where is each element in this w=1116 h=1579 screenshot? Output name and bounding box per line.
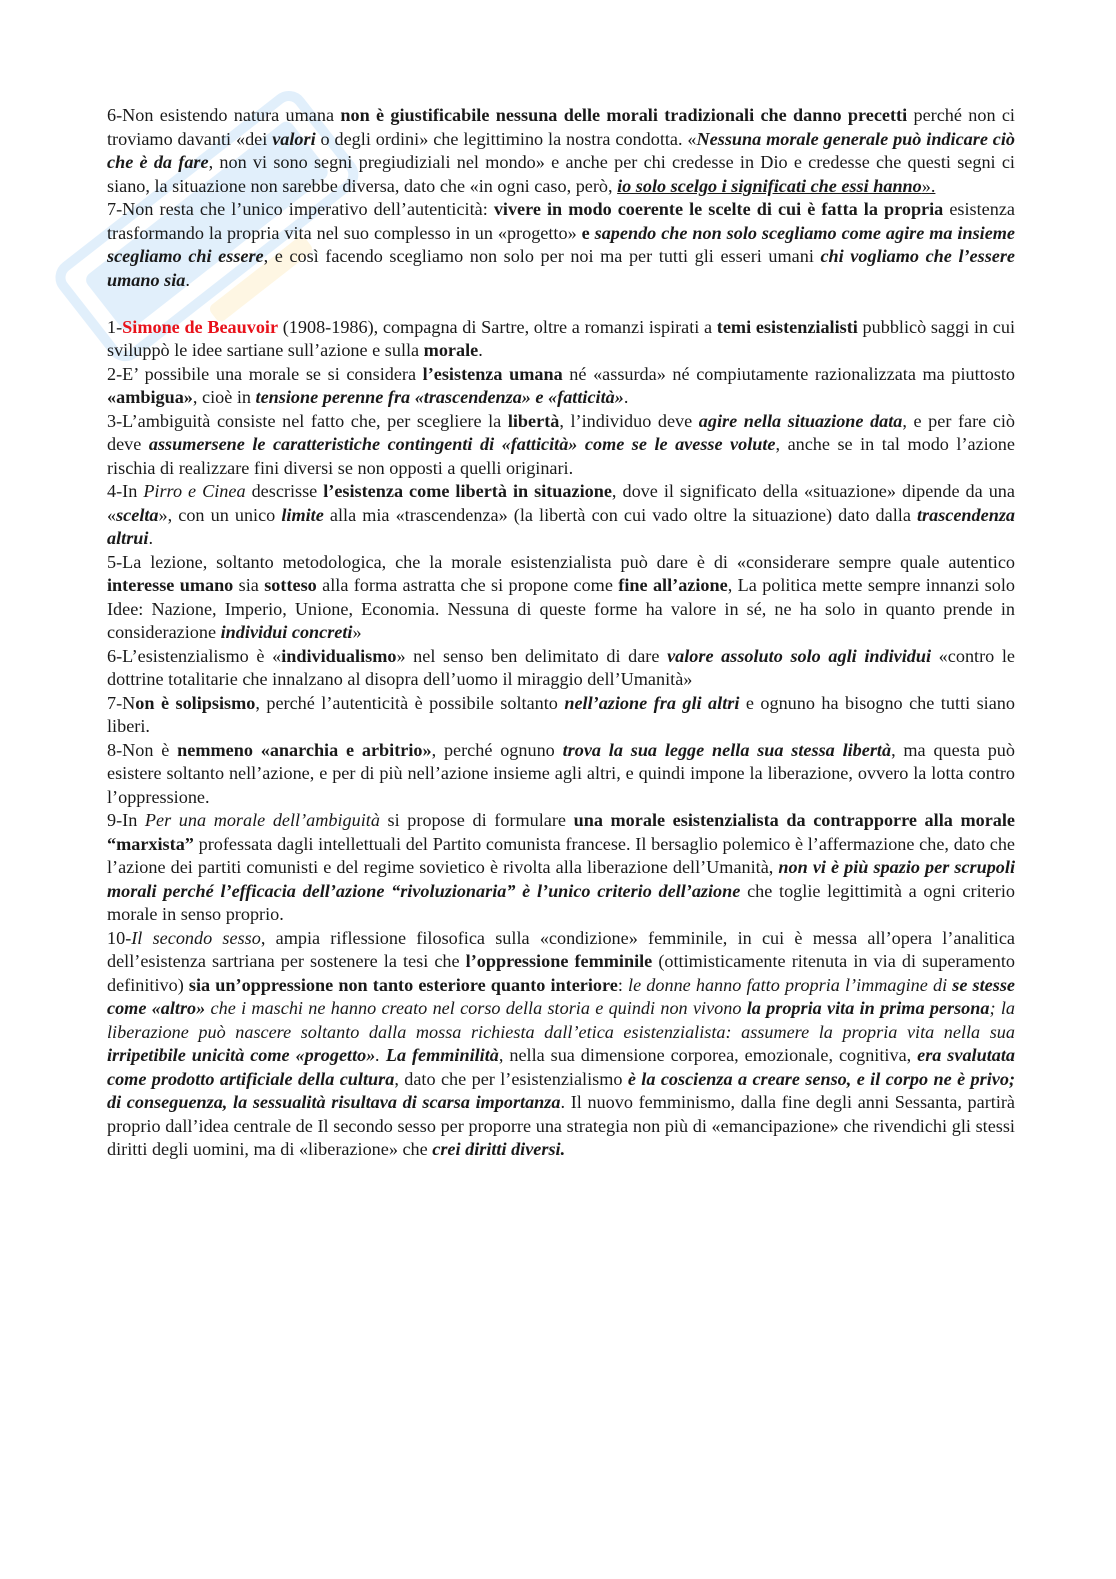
text-run: , perché l’autenticità è possibile soltanto bbox=[255, 692, 565, 713]
text-run: non vi è più spazio per scrupoli morali perché l’efficacia dell’azione “rivoluzionaria” è l’unico criterio dell’azione bbox=[107, 857, 1016, 901]
text-run: . Il nuovo femminismo, dalla fine degli anni Sessanta, partirà proprio dall’idea centrale de Il secondo sesso per proporre una strategia non più di «emancipazione» che rivendichi gli stessi diritti degli uomini, ma di «liberazione» che bbox=[107, 1092, 1015, 1159]
text-run: io solo scelgo i significati che essi hanno bbox=[617, 175, 922, 196]
text-run: agire nella situazione data bbox=[698, 410, 903, 431]
paragraph bbox=[107, 198, 1015, 292]
text-run: vivere in modo coerente le scelte di cui è fatta la propria bbox=[493, 199, 944, 219]
text-run: 7-N bbox=[107, 692, 136, 713]
text-run: «contro le dottrine totalitarie che innalzano al disopra dell’uomo il miraggio dell’Umanità» bbox=[107, 645, 1015, 689]
text-run: , dove il significato della «situazione» dipende da una « bbox=[107, 481, 1015, 525]
text-run: , dato che per l’esistenzialismo bbox=[394, 1068, 628, 1089]
text-run: alla forma astratta che si propone come bbox=[316, 575, 619, 595]
text-run: . bbox=[185, 269, 190, 290]
paragraph bbox=[107, 551, 1015, 645]
text-run: , La politica mette sempre innanzi solo Idee: Nazione, Imperio, Unione, Economia. Nessuna di queste forme ha valore in sé, ne ha solo in quanto prende in considerazione bbox=[107, 575, 1015, 642]
text-run: che toglie legittimità a ogni criterio morale in senso proprio. bbox=[107, 880, 1015, 924]
text-run: ». bbox=[921, 175, 936, 196]
text-run: Nessuna morale generale può indicare ciò che è da fare bbox=[107, 128, 1015, 172]
text-run: on è solipsismo bbox=[135, 692, 256, 713]
text-run: libertà bbox=[507, 410, 560, 431]
text-run: è la coscienza a creare senso, e il corpo ne è privo; di conseguenza, la sessualità risultava di scarsa importanza bbox=[107, 1068, 1016, 1112]
text-run: , l’individuo deve bbox=[559, 410, 699, 431]
text-run: sotteso bbox=[264, 575, 317, 595]
text-run: l’esistenza umana bbox=[422, 363, 563, 384]
text-run: 5-La lezione, soltanto metodologica, che la morale esistenzialista può dare è di «considerare sempre quale autentico bbox=[107, 551, 1015, 572]
text-run: esistenza trasformando la propria vita nel suo complesso in un «progetto» bbox=[107, 199, 1015, 243]
text-run: Per una morale dell’ambiguità bbox=[144, 810, 380, 830]
paragraph bbox=[107, 739, 1015, 810]
text-run: tensione perenne fra «trascendenza» e «fatticità» bbox=[255, 387, 624, 407]
text-run: se stesse come «altro» bbox=[107, 974, 1015, 1018]
text-run: non è giustificabile nessuna delle morali tradizionali che danno precetti bbox=[340, 105, 908, 125]
text-run: valori bbox=[272, 128, 316, 149]
text-run: «ambigua» bbox=[107, 387, 193, 407]
text-run: trova la sua legge nella sua stessa libertà bbox=[562, 739, 892, 760]
text-run: (1908-1986), compagna di Sartre, oltre a romanzi ispirati a bbox=[278, 316, 717, 337]
text-run: valore assoluto solo agli individui bbox=[667, 645, 932, 666]
text-run: Il secondo sesso bbox=[131, 927, 261, 948]
paragraph bbox=[107, 104, 1015, 198]
text-run: nell’azione fra gli altri bbox=[564, 692, 740, 713]
text-run: trascendenza altrui bbox=[107, 504, 1015, 548]
text-run: alla mia «trascendenza» (la libertà con cui vado oltre la situazione) dato dalla bbox=[323, 504, 917, 525]
text-run: sia bbox=[233, 575, 265, 595]
text-run: , e per fare ciò deve bbox=[107, 410, 1015, 454]
text-run: e ognuno ha bisogno che tutti siano liberi. bbox=[107, 692, 1015, 736]
text-run: assumersene le caratteristiche contingenti di «fatticità» come se le avesse volute bbox=[148, 434, 776, 454]
text-run: e bbox=[581, 222, 595, 243]
author-name: Simone de Beauvoir bbox=[122, 316, 279, 337]
text-run: . bbox=[623, 387, 629, 407]
paragraph bbox=[107, 927, 1015, 1162]
text-run: chi vogliamo che l’essere umano sia bbox=[107, 246, 1015, 290]
text-run: 7-Non resta che l’unico imperativo dell’autenticità: bbox=[107, 199, 494, 219]
text-run: , e così facendo scegliamo non solo per noi ma per tutti gli esseri umani bbox=[263, 246, 821, 266]
text-run: 6-Non esistendo natura umana bbox=[107, 105, 341, 125]
text-run: o degli ordini» che legittimino la nostra condotta. « bbox=[315, 128, 697, 149]
text-run: individualismo bbox=[281, 645, 397, 666]
text-run: 2-E’ possibile una morale se si considera bbox=[107, 363, 423, 384]
text-run: professata dagli intellettuali del Partito comunista francese. Il bersaglio polemico è l’affermazione che, dato che l’azione dei partiti comunisti e del regime sovietico è rivolta alla liberazione dell’Umanità, bbox=[107, 833, 1015, 877]
text-run: interesse umano bbox=[107, 575, 234, 595]
paragraph bbox=[107, 363, 1015, 410]
text-run: 9-In bbox=[107, 810, 145, 830]
text-run: 6-L’esistenzialismo è « bbox=[107, 645, 282, 666]
text-run: 3-L’ambiguità consiste nel fatto che, per scegliere la bbox=[107, 410, 508, 431]
text-run: 1- bbox=[107, 316, 123, 337]
text-run: che i maschi ne hanno creato nel corso della storia e quindi non vivono bbox=[205, 998, 747, 1018]
text-run: era svalutata come prodotto artificiale della cultura bbox=[107, 1045, 1016, 1089]
text-run: 4-In bbox=[107, 481, 144, 501]
text-run: temi esistenzialisti bbox=[716, 316, 858, 337]
text-run: fine all’azione bbox=[618, 575, 728, 595]
text-run: 10- bbox=[107, 927, 132, 948]
paragraph bbox=[107, 316, 1015, 363]
text-run: nemmeno «anarchia e arbitrio» bbox=[177, 739, 432, 760]
document-body bbox=[107, 104, 1015, 1162]
text-run: (ottimisticamente ritenuta in via di superamento definitivo) bbox=[107, 951, 1015, 995]
text-run: l’esistenza come libertà in situazione bbox=[323, 481, 612, 501]
text-run: , ma questa può esistere soltanto nell’azione, e per di più nell’azione insieme agli altri, e quindi impone la liberazione, ovvero la lotta contro l’oppressione. bbox=[107, 739, 1015, 807]
text-run: limite bbox=[281, 504, 324, 525]
text-run: irripetibile unicità come «progetto» bbox=[107, 1045, 376, 1065]
text-run: » nel senso ben delimitato di dare bbox=[396, 645, 668, 666]
text-run: le donne hanno fatto propria l’immagine di bbox=[628, 974, 953, 995]
text-run: una morale esistenzialista da contrapporre alla morale “marxista” bbox=[107, 810, 1015, 854]
text-run: . bbox=[375, 1045, 386, 1065]
paragraph bbox=[107, 410, 1015, 481]
text-run: , nella sua dimensione corporea, emozionale, cognitiva, bbox=[498, 1045, 918, 1065]
text-run: né «assurda» né compiutamente razionalizzata ma piuttosto bbox=[562, 363, 1016, 384]
text-run: perché non ci troviamo davanti «dei bbox=[107, 105, 1015, 149]
paragraph bbox=[107, 645, 1015, 692]
text-run: l’oppressione femminile bbox=[465, 951, 653, 971]
text-run: , anche se in tal modo l’azione rischia di realizzare fini diversi se non opposti a quelli originari. bbox=[107, 434, 1015, 478]
text-run: Pirro e Cinea bbox=[143, 481, 246, 501]
text-run: ; la liberazione può nascere soltanto dalla mossa richiesta dall’etica esistenzialista: assumere la propria vita nella sua bbox=[107, 998, 1015, 1042]
text-run: pubblicò saggi in cui sviluppò le idee sartiane sull’azione e sulla bbox=[107, 316, 1016, 360]
text-run: crei diritti diversi. bbox=[432, 1139, 566, 1159]
text-run: 8-Non è bbox=[107, 739, 178, 760]
paragraph bbox=[107, 692, 1015, 739]
text-run: individui concreti bbox=[220, 622, 353, 642]
text-run: », con un unico bbox=[158, 504, 282, 525]
text-run: , non vi sono segni pregiudiziali nel mondo» e anche per chi credesse in Dio e credesse che questi segni ci siano, la situazione non sarebbe diversa, dato che «in ogni caso, però, bbox=[107, 152, 1015, 196]
text-run: sia un’oppressione non tanto esteriore quanto interiore bbox=[188, 974, 618, 995]
text-run: . bbox=[148, 528, 153, 548]
text-run: la propria vita in prima persona bbox=[746, 998, 990, 1018]
paragraph bbox=[107, 809, 1015, 927]
text-run: , perché ognuno bbox=[431, 739, 563, 760]
text-run: morale bbox=[423, 340, 479, 360]
text-run: : bbox=[617, 974, 629, 995]
text-run: scelta bbox=[116, 504, 159, 525]
text-run: sapendo che non solo scegliamo come agire ma insieme scegliamo chi essere bbox=[107, 222, 1015, 266]
text-run: si propose di formulare bbox=[379, 810, 574, 830]
text-run: La femminilità bbox=[385, 1045, 499, 1065]
text-run: , ampia riflessione filosofica sulla «condizione» femminile, in cui è messa all’opera l’analitica dell’esistenza sartriana per sostenere la tesi che bbox=[107, 927, 1015, 971]
text-run: descrisse bbox=[245, 481, 324, 501]
text-run: » bbox=[352, 622, 362, 642]
paragraph bbox=[107, 480, 1015, 551]
text-run: , cioè in bbox=[192, 387, 256, 407]
text-run: . bbox=[478, 340, 483, 360]
